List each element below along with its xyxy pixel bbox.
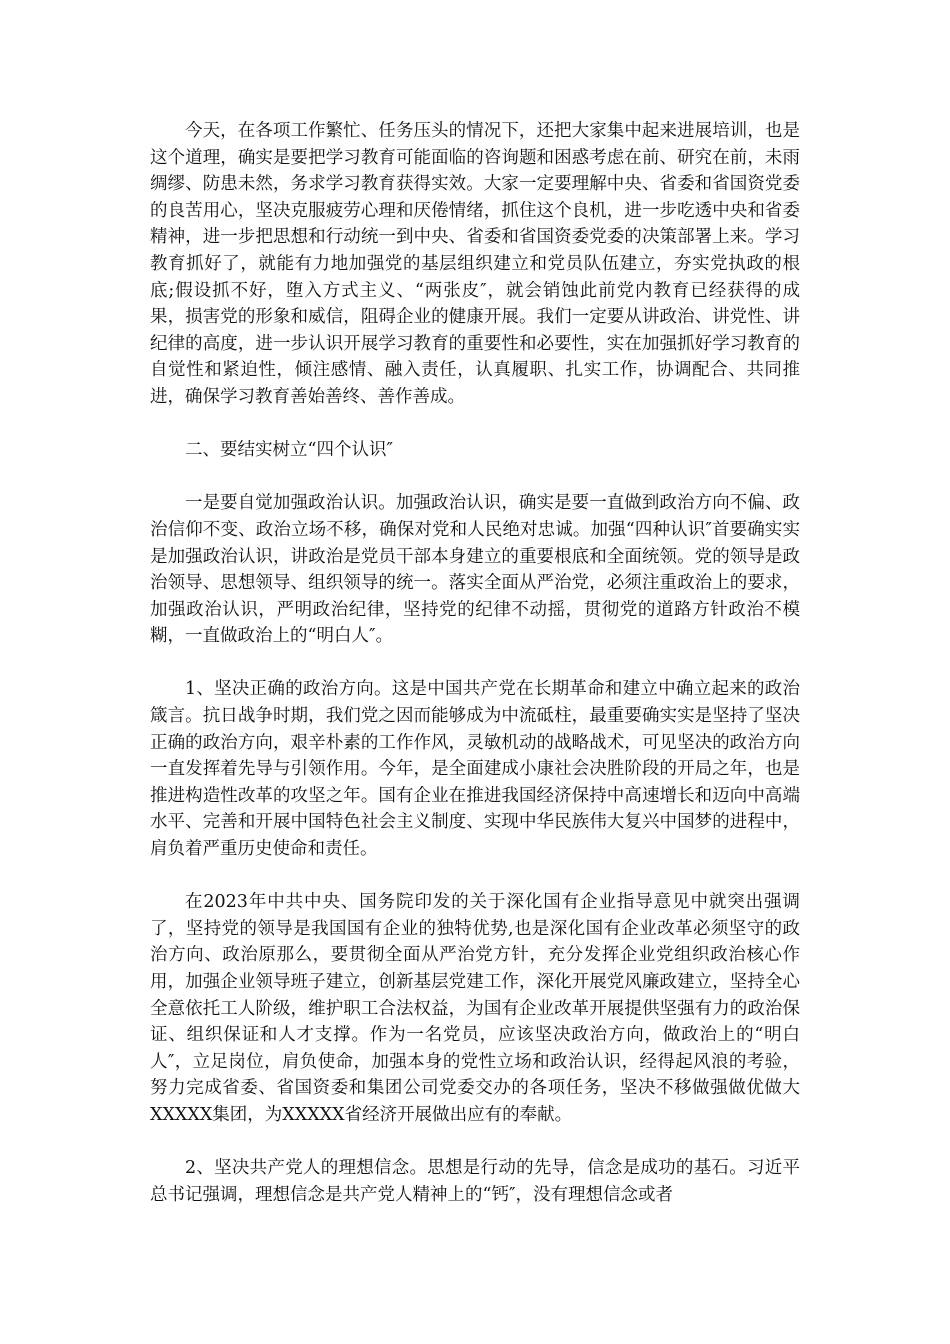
section-heading: 二、要结实树立“四个认识″ bbox=[185, 440, 393, 461]
document-page bbox=[150, 118, 800, 1208]
paragraph-political-direction: 1、坚决正确的政治方向。这是中国共产党在长期革命和建立中确立起来的政治箴言。抗日战争时期，我们党之因而能够成为中流砥柱，最重要确实实是坚持了坚决正确的政治方向，艰辛朴素的工作作风，灵敏机动的战略战术，可见坚决的政治方向一直发挥着先导与引领作用。今年，是全面建成小康社会决胜阶段的开局之年，也是推进构造性改革的攻坚之年。国有企业在推进我国经济保持中高速增长和迈向中高端水平、完善和开展中国特色社会主义制度、实现中华民族伟大复兴中国梦的进程中，肩负着严重历史使命和责任。 bbox=[150, 679, 800, 860]
paragraph-political-awareness: 一是要自觉加强政治认识。加强政治认识，确实是要一直做到政治方向不偏、政治信仰不变、政治立场不移，确保对党和人民绝对忠诚。加强“四种认识″首要确实实是加强政治认识，讲政治是党员干部本身建立的重要根底和全面统领。党的领导是政治领导、思想领导、组织领导的统一。落实全面从严治党，必须注重政治上的要求，加强政治认识，严明政治纪律，坚持党的纪律不动摇，贯彻党的道路方针政治不模糊，一直做政治上的“明白人″。 bbox=[150, 493, 800, 647]
paragraph-ideals-beliefs: 2、坚决共产党人的理想信念。思想是行动的先导，信念是成功的基石。习近平总书记强调，理想信念是共产党人精神上的“钙″，没有理想信念或者 bbox=[150, 1158, 800, 1205]
paragraph-soe-guidance: 在2023年中共中央、国务院印发的关于深化国有企业指导意见中就突出强调了，坚持党的领导是我国国有企业的独特优势,也是深化国有企业改革必须坚守的政治方向、政治原那么，要贯彻全面从严治党方针，充分发挥企业党组织政治核心作用，加强企业领导班子建立，创新基层党建工作，深化开展党风廉政建立，坚持全心全意依托工人阶级，维护职工合法权益，为国有企业改革开展提供坚强有力的政治保证、组织保证和人才支撑。作为一名党员，应该坚决政治方向，做政治上的“明白人″，立足岗位，肩负使命，加强本身的党性立场和政治认识，经得起风浪的考验，努力完成省委、省国资委和集团公司党委交办的各项任务，坚决不移做强做优做大XXXXX集团，为XXXXX省经济开展做出应有的奉献。 bbox=[150, 892, 800, 1125]
paragraph-intro: 今天，在各项工作繁忙、任务压头的情况下，还把大家集中起来进展培训，也是这个道理，确实是要把学习教育可能面临的咨询题和困惑考虑在前、研究在前，未雨绸缪、防患未然，务求学习教育获得实效。大家一定要理解中央、省委和省国资党委的良苦用心，坚决克服疲劳心理和厌倦情绪，抓住这个良机，进一步吃透中央和省委精神，进一步把思想和行动统一到中央、省委和省国资委党委的决策部署上来。学习教育抓好了，就能有力地加强党的基层组织建立和党员队伍建立，夯实党执政的根底;假设抓不好，堕入方式主义、“两张皮″，就会销蚀此前党内教育已经获得的成果，损害党的形象和威信，阻碍企业的健康开展。我们一定要从讲政治、讲党性、讲纪律的高度，进一步认识开展学习教育的重要性和必要性，实在加强抓好学习教育的自觉性和紧迫性，倾注感情、融入责任，认真履职、扎实工作，协调配合、共同推进，确保学习教育善始善终、善作善成。 bbox=[150, 121, 800, 407]
